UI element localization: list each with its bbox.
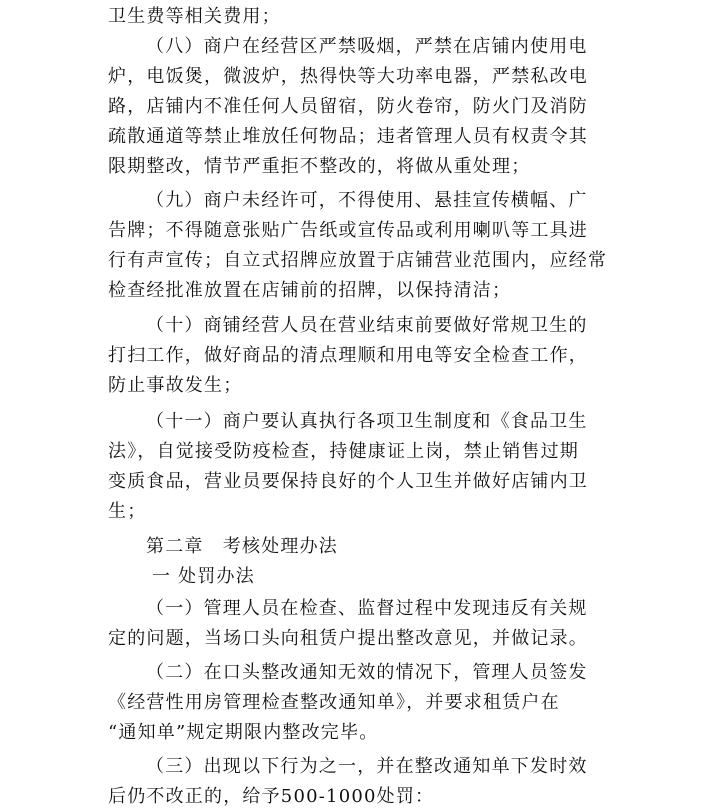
paragraph-10-line-3: 防止事故发生； [108, 375, 243, 396]
paragraph-10-line-1: （十）商铺经营人员在营业结束前要做好常规卫生的 [146, 315, 588, 336]
item-2-line-1: （二）在口头整改通知无效的情况下，管理人员签发 [146, 662, 588, 683]
paragraph-9-line-1: （九）商户未经许可，不得使用、悬挂宣传横幅、广 [146, 190, 588, 211]
section-heading: 一 处罚办法 [152, 566, 255, 587]
paragraph-10-line-2: 打扫工作，做好商品的清点理顺和用电等安全检查工作， [108, 345, 588, 366]
paragraph-9-line-4: 检查经批准放置在店铺前的招牌，以保持清洁； [108, 280, 512, 301]
paragraph-11-line-4: 生； [108, 501, 147, 522]
item-1-line-1: （一）管理人员在检查、监督过程中发现违反有关规 [146, 598, 588, 619]
paragraph-8-line-5: 限期整改，情节严重拒不整改的，将做从重处理； [108, 156, 531, 177]
paragraph-8-line-1: （八）商户在经营区严禁吸烟，严禁在店铺内使用电 [146, 36, 588, 57]
paragraph-9-line-2: 告牌；不得随意张贴广告纸或宣传品或利用喇叭等工具进 [108, 220, 588, 241]
paragraph-8-line-2: 炉，电饭煲，微波炉，热得快等大功率电器，严禁私改电 [108, 66, 588, 87]
paragraph-11-line-2: 法》，自觉接受防疫检查，持健康证上岗，禁止销售过期 [108, 441, 579, 462]
paragraph-9-line-3: 行有声宣传；自立式招牌应放置于店铺营业范围内，应经常 [108, 250, 608, 271]
item-3-line-1: （三）出现以下行为之一，并在整改通知单下发时效 [146, 756, 588, 777]
item-2-line-3: “通知单”规定期限内整改完毕。 [108, 722, 379, 743]
paragraph-8-line-4: 疏散通道等禁止堆放任何物品；违者管理人员有权责令其 [108, 126, 588, 147]
paragraph-11-line-3: 变质食品，营业员要保持良好的个人卫生并做好店铺内卫 [108, 471, 588, 492]
item-3-line-2: 后仍不改正的，给予500-1000处罚： [108, 786, 435, 807]
chapter-heading: 第二章 考核处理办法 [146, 536, 338, 557]
paragraph-11-line-1: （十一）商户要认真执行各项卫生制度和《食品卫生 [146, 411, 588, 432]
item-2-line-2: 《经营性用房管理检查整改通知单》，并要求租赁户在 [108, 692, 560, 713]
text-line: 卫生费等相关费用； [108, 6, 281, 27]
item-1-line-2: 定的问题，当场口头向租赁户提出整改意见，并做记录。 [108, 628, 588, 649]
paragraph-8-line-3: 路，店铺内不准任何人员留宿，防火卷帘，防火门及消防 [108, 96, 588, 117]
